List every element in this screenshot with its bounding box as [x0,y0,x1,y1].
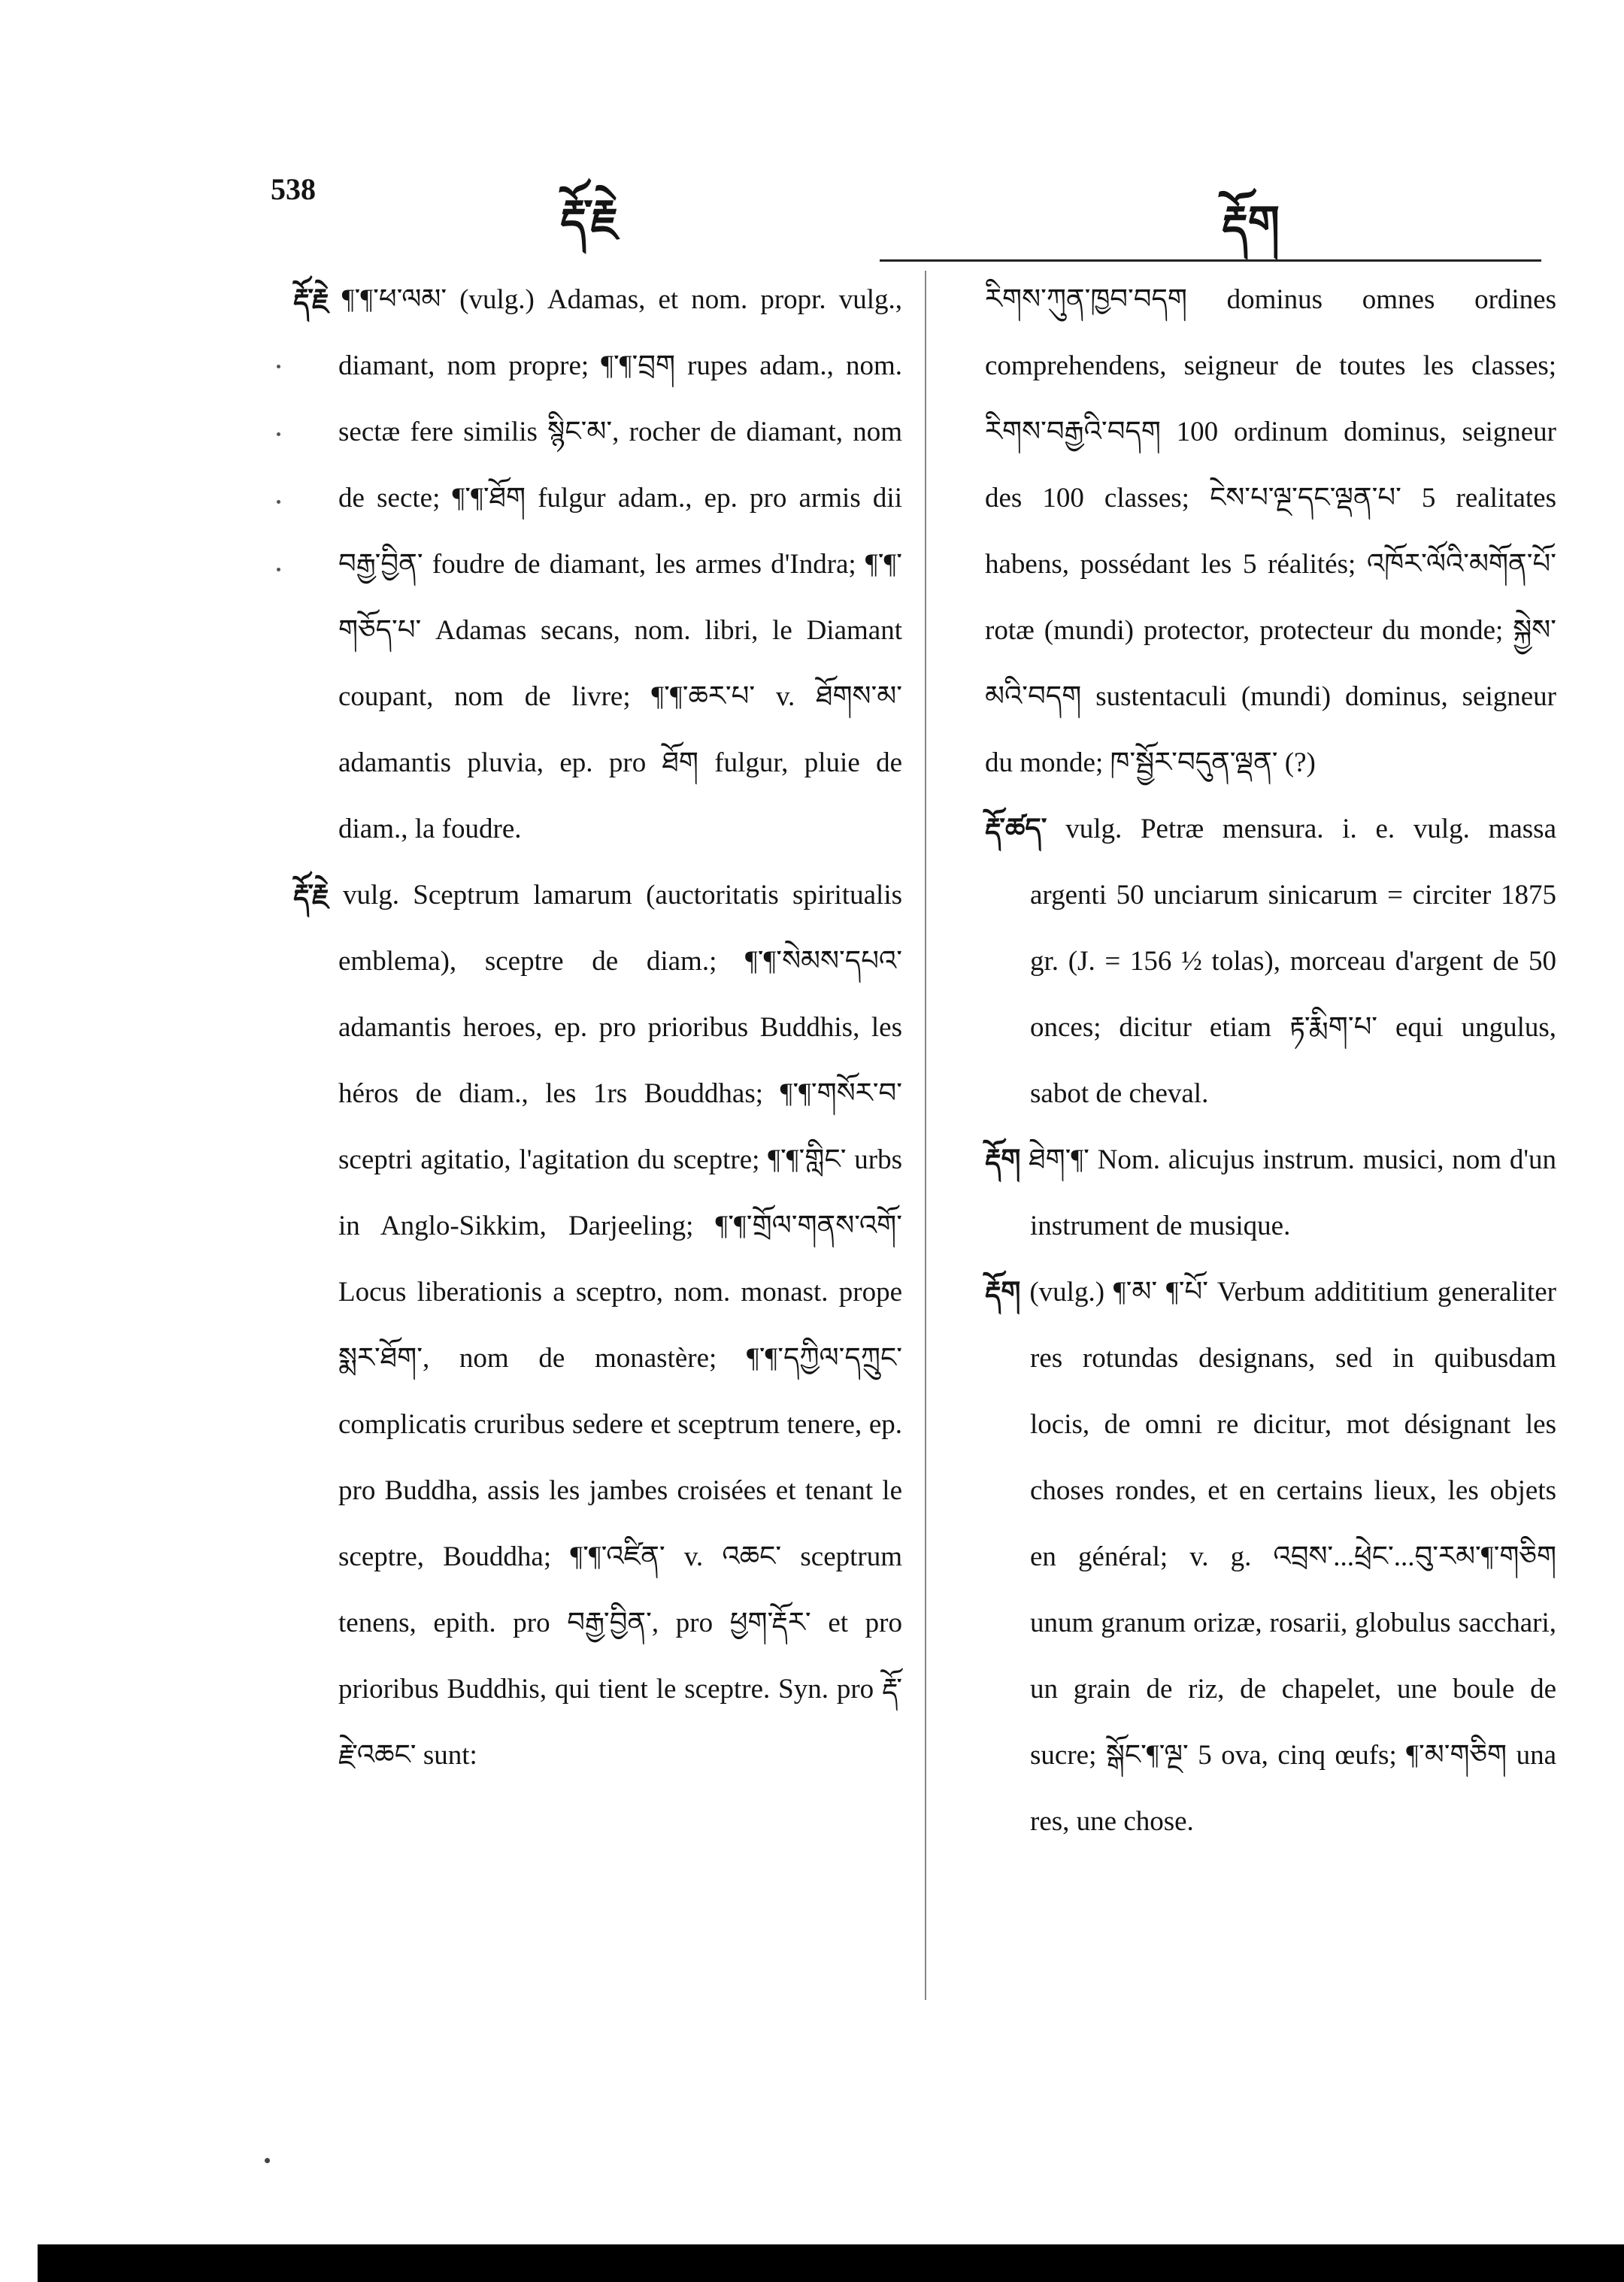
left-running-head: རྡོ་རྗེ [560,192,619,241]
entry-headword: རྡོག [985,1277,1021,1308]
left-column [293,267,902,1789]
entry-headword: རྡོ་རྗེ [293,880,329,911]
margin-mark [277,365,280,368]
right-running-head: རྡོག [1222,198,1280,247]
entry-headword: རྡོག [985,1144,1021,1175]
dictionary-entry-continued [985,267,1556,796]
entry-body: རིགས་ཀུན་ཁྱབ་བདག dominus omnes ordines comprehendens, seigneur de toutes les classes; རིགས་བརྒྱའི་བདག 100 ordinum dominus, seigneur des 100 classes; ངེས་པ་ལྔ་དང་ལྡན་པ་ 5 realitates habens, possédant les 5 réalités; འཁོར་ལོའི་མགོན་པོ་ rotæ (mundi) protector, protecteur du monde; སྐྱེས་མའི་བདག sustentaculi (mundi) dominus, seigneur du monde; ཁ་སྦྱོར་བདུན་ལྡན་ (?) [985,284,1556,778]
dictionary-entry [985,796,1556,1127]
scan-edge-bar [38,2244,1624,2282]
dictionary-entry [293,862,902,1789]
margin-mark [277,568,280,571]
entry-headword: རྡོ་རྗེ [293,284,329,315]
dictionary-entry [293,267,902,862]
page-number: 538 [271,172,316,206]
entry-body: ཐེག་¶་ Nom. alicujus instrum. musici, nom d'un instrument de musique. [1029,1144,1557,1241]
margin-mark [277,500,280,504]
entry-body: vulg. Sceptrum lamarum (auctoritatis spiritualis emblema), sceptre de diam.; ¶་¶་སེམས་དཔའ་ adamantis heroes, ep. pro prioribus Buddhis, les héros de diam., les 1rs Bouddhas; ¶་¶་གསོར་བ་ sceptri agitatio, l'agitation du sceptre; ¶་¶་གླིང་ urbs in Anglo-Sikkim, Darjeeling; ¶་¶་གྲོལ་གནས་འགོ་ Locus liberationis a sceptro, nom. monast. prope སྨར་ཐོག་, nom de monastère; ¶་¶་དཀྱིལ་དཀྲུང་ complicatis cruribus sedere et sceptrum tenere, ep. pro Buddha, assis les jambes croisées et tenant le sceptre, Bouddha; ¶་¶་འཛིན་ v. འཆང་ sceptrum tenens, epith. pro བརྒྱ་བྱིན་, pro ཕྱག་རྡོར་ et pro prioribus Buddhis, qui tient le sceptre. Syn. pro རྡོ་རྗེ་འཆང་ sunt: [338,880,902,1771]
entry-headword: རྡོ་ཚད་ [985,814,1047,844]
margin-mark [277,432,280,436]
entry-body: ¶་¶་ཕ་ལམ་ (vulg.) Adamas, et nom. propr. vulg., diamant, nom propre; ¶་¶་བྲག rupes adam., nom. sectæ fere similis སྙིང་མ་, rocher de diamant, nom de secte; ¶་¶་ཐོག fulgur adam., ep. pro armis dii བརྒྱ་བྱིན་ foudre de diamant, les armes d'Indra; ¶་¶་གཅོད་པ་ Adamas secans, nom. libri, le Diamant coupant, nom de livre; ¶་¶་ཆར་པ་ v. ཐོགས་མ་ adamantis pluvia, ep. pro ཐོག fulgur, pluie de diam., la foudre. [338,284,903,844]
entry-body: (vulg.) ¶་མ་ ¶་པོ་ Verbum addititium generaliter res rotundas designans, sed in quibusdam locis, de omni re dicitur, mot désignant les choses rondes, et en certains lieux, les objets en général; v. g. འབྲས་...ཕྲེང་...བུ་རམ་¶་གཅིག unum granum orizæ, rosarii, globulus sacchari, un grain de riz, de chapelet, une boule de sucre; སྒོང་¶་ལྔ་ 5 ova, cinq œufs; ¶་མ་གཅིག una res, une chose. [1029,1277,1557,1837]
stray-mark [265,2158,270,2163]
dictionary-entry [985,1127,1556,1259]
header-rule [880,259,1541,262]
entry-body: vulg. Petræ mensura. i. e. vulg. massa argenti 50 unciarum sinicarum = circiter 1875 gr. (J. = 156 ½ tolas), morceau d'argent de 50 onces; dicitur etiam རྟ་རྨིག་པ་ equi ungulus, sabot de cheval. [1030,814,1556,1109]
column-divider [925,271,926,2000]
dictionary-entry [985,1259,1556,1855]
right-column [985,267,1556,1855]
